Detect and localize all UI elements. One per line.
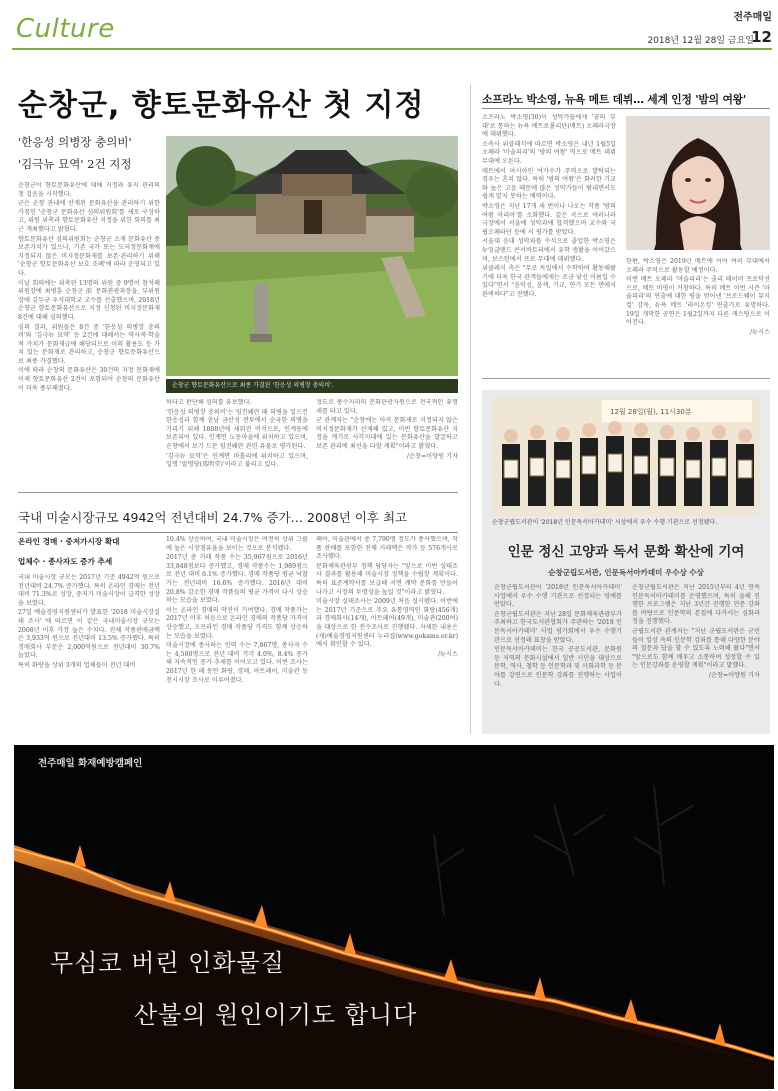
paragraph: 향토문화유산 심의위원회는 순창군 소재 문화유산 중 보존가치가 있으나, 기존 국가 또는 도지정문화재에 지정되지 않은 비지정문화재를 보존·관리하기 위해 '순창군 향토문화유산 보호 조례'에 따라 운영되고 있다. bbox=[18, 235, 160, 277]
paragraph: 군은 순창 관내에 산재된 문화유산을 관리하기 위한 가칭인 '순창군 문화유산 심의위원회'를 새로 구성하고, 위원 위촉과 향토문화유산 지정을 위한 회의를 최근 개최했다고 밝혔다. bbox=[18, 200, 160, 233]
paragraph: 순창군립도서관은 지난 2015년부터 4년 연속 인문독서아카데미를 운영했으며, 특히 올해 진행한 프로그램은 지난 3년간 진행한 인문 강좌를 바탕으로 인문학의 본질에 다가서는 심화과정을 진행했다. bbox=[632, 584, 760, 626]
award-banner-text: 12월 28일(월), 11시30분 bbox=[610, 408, 692, 416]
paragraph: 인문독서아카데미는 한국 공공도서관, 문화원 등 지역의 문화시설에서 일반 시민을 대상으로 문학, 역사, 철학 등 인문학과 및 사회과학 등 분야를 강연으로 인문학 강좌를 진행하는 사업이다. bbox=[494, 646, 622, 688]
side-headline: 소프라노 박소영, 뉴욕 메트 데뷔… 세계 인정 '밤의 여왕' bbox=[482, 93, 747, 106]
award-ceremony-photo-art bbox=[492, 398, 760, 516]
wildfire-photo bbox=[14, 745, 774, 1089]
byline: /뉴시스 bbox=[749, 328, 770, 336]
side-body-col1 bbox=[482, 114, 616, 368]
paragraph: 10.4% 상승하여, 국내 미술시장은 여전히 상위 그룹에 높은 시장점유율을 보이는 것으로 분석됐다. bbox=[166, 536, 308, 552]
paragraph: 박소영은 지난 17개 세 번이나 나오는 작품 '밤의 여왕 아리아'를 소화했다. 같은 곡으로 여러나라 극장에서 서울에 성악과에 합격했으며 교수와 국립오페라단 등에 서 평가를 받았다. bbox=[482, 202, 616, 236]
paragraph: 군립도서관 관계자는 "지난 군립도서관은 군민들이 일상 속의 인문학 강좌를 통해 다양한 분야의 질문과 답을 할 수 있도록 노력해 왔다"면서 "앞으로도 함께 배우고 소통하며 성장할 수 있는 인문강좌를 운영할 계획"이라고 말했다. bbox=[632, 627, 760, 670]
paragraph: 소속사 위클래식에 따르면 박소영은 내년 1월5일 오페라 '마술피리'의 '밤의 여왕' 역으로 메트 데뷔 무대에 오른다. bbox=[482, 140, 616, 165]
paragraph: 문화체육관광부 정책 담당자는 "앞으로 이번 실태조사 결과를 활용해 미술시장 정책을 수립할 계획이다. 특히 표준계약서를 보급해 서면 계약 문화를 만들어 나가고 시장의 투명성을 높일 것"이라고 밝혔다. bbox=[316, 562, 458, 596]
byline: /순창=이양원 기자 bbox=[406, 452, 458, 460]
lead-photo-caption: 순창군 향토문화유산으로 최종 가결된 '한응성 의병장 충의비'. bbox=[166, 379, 458, 393]
side-headline-rule bbox=[482, 108, 770, 109]
paragraph: '김극뉴 묘역'은 인계면 마흘리에 위치하고 있으며, 일명 '말명당(馬明堂)'이라고 불리고 있다. bbox=[166, 452, 308, 469]
campaign-slogan-line2: 산불의 원인이기도 합니다 bbox=[134, 1001, 418, 1029]
section-divider bbox=[18, 492, 458, 493]
portrait-photo bbox=[626, 116, 770, 250]
art-body-col3 bbox=[316, 536, 458, 734]
campaign-label: 전주매일 화재예방캠페인 bbox=[38, 758, 143, 769]
paragraph: 순창군이 향토문화유산에 대해 지정과 유지 관리의 첫 걸음을 시작했다. bbox=[18, 182, 160, 198]
paragraph: 이번 메트 오페라 '마술피리'는 줄리 테이머 프로덕션으로, 메트 비평이 거창하다. 특히 메트 이번 시즌 '마술피리'의 연출에 대한 평을 얻어낸 '브로드웨이 뮤지컬' 감독, 뉴욕 메트 '라이온킹' 연출가로 유명하다. 19일 개막한 공연은 1월2일까지 다른 캐스팅으로 이어진다. bbox=[626, 276, 770, 327]
award-photo-caption: 순창군립도서관이 '2018년 인문독서아카데미' 시상에서 우수 수행 기관으로 선정됐다. bbox=[492, 519, 718, 526]
paragraph: 미술시장에 종사하는 인력 수는 7,867명, 종사자 수는 4,580명으로 전년 대비 각각 4.0%, 8.4% 증가해 지속적인 증가 추세를 이어오고 있다. 이번 조사는 2017년 한 해 동안 화랑, 경매, 아트페어, 미술관 등 전시시장 조사로 이루어졌다. bbox=[166, 642, 308, 684]
lead-headline: 순창군, 향토문화유산 첫 지정 bbox=[18, 88, 425, 123]
lead-subheadline-1: '한응성 의병장 충의비' bbox=[18, 135, 132, 149]
paragraph: 군 관계자는 "순창에는 아직 문화재로 지정되지 않은 비지정문화재가 산재해 있고, 이번 향토문화유산 지정을 계기로 사각지대에 있는 문화유산을 발굴하고 보존 관리에 최선을 다할 계획"이라고 밝혔다. bbox=[316, 417, 458, 450]
paragraph: 한편, 박소영은 2019년 메트에 이어 여러 무대에서 오페라 주역으로 활동할 예정이다. bbox=[626, 258, 770, 274]
award-subheadline: 순창군립도서관, 인문독서아카데미 우수상 수상 bbox=[548, 568, 704, 577]
paragraph: 미술시장 실태조사는 2009년 처음 실시됐다. 이번에는 2017년 기준으로 주요 유통영역인 화랑(456개)과 경매회사(14개), 아트페어(49개), 미술관(200여)을 대상으로 한 전수조사로 진행됐다. 자세한 내용은 (재)예술경영지원센터 누리집(www.gokams.or.kr)에서 확인할 수 있다. bbox=[316, 598, 458, 649]
header-rule bbox=[12, 48, 772, 50]
paragraph: 순창군립도서관은 지난 28일 문화체육관광부가 주최하고 한국도서관협회가 주관하는 '2018 인문독서아카데미' 사업 평가회에서 우수 수행기관으로 선정돼 표창을 받았다. bbox=[494, 610, 622, 644]
paper-name: 전주매일 bbox=[733, 12, 772, 23]
side-body-col2 bbox=[626, 258, 770, 370]
award-body-col2 bbox=[632, 584, 760, 726]
paragraph: 정도로 풍수지리의 문화관광자원으로 전국적인 유명세를 타고 있다. bbox=[316, 399, 458, 415]
lead-subheadline-2: '김극뉴 묘역' 2건 지정 bbox=[18, 157, 132, 171]
portrait-photo-art bbox=[626, 116, 770, 250]
art-subheadline-1: 온라인 경매 · 중저가시장 확대 bbox=[18, 537, 120, 546]
paragraph: 순창군립도서관이 '2018년 인문독서아카데미' 사업에서 우수 수행 기관으로 선정되는 영예를 안았다. bbox=[494, 584, 622, 609]
pavilion-photo-art bbox=[166, 136, 458, 376]
issue-date: 2018년 12월 28일 금요일 bbox=[647, 36, 754, 46]
lead-body-col3 bbox=[316, 399, 458, 481]
paragraph: 심의 결과, 위원들은 8건 중 '한응성 의병장 충의비'와 '김극뉴 묘역' 등 2건에 대해서는 역사적·학술적 가치가 문화재급에 해당되므로 이의 활용도 등 가치 있는 문화재로 관리하고, 순창군 향토문화유산으로 최종 가결했다. bbox=[18, 323, 160, 365]
paragraph: 이는 온라인 경매의 약진이 기여했다. 경매 작품가는 2017년 이후 처음으로 온라인 경매의 작품당 가격이 상승했고, 오프라인 경매 작품당 가격도 함께 상승하는 모습을 보였다. bbox=[166, 606, 308, 640]
art-headline: 국내 미술시장규모 4942억 전년대비 24.7% 증가… 2008년 이후 최고 bbox=[18, 510, 408, 525]
paragraph: 국내 미술시장 규모는 2017년 기준 4942억 원으로 전년대비 24.7% 증가했다. 특히 온라인 경매는 전년 대비 71.3%로 성장, 중저가 미술시장이 급격한 성장을 보였다. bbox=[18, 574, 160, 607]
paragraph: 서울대 음대 성악과를 수석으로 졸업한 박소영은 뉴잉글랜드 콘서바토리에서 유학 생활을 이어갔으며, 보스턴에서 프로 무대에 데뷔했다. bbox=[482, 238, 616, 263]
section-divider bbox=[482, 378, 770, 379]
award-headline: 인문 정신 고양과 독서 문화 확산에 기여 bbox=[507, 544, 745, 560]
art-headline-rule bbox=[18, 532, 458, 533]
column-divider bbox=[470, 84, 471, 734]
lead-body-col1 bbox=[18, 182, 160, 478]
paragraph: '한응성 의병장 충의비'는 임진왜란 때 의병을 일으킨 한응성과 함께 충남 금산성 전투에서 순국한 의병을 기리기 위해 1808년에 세워진 비석으로, 인계동에 보존되어 있다. 인계면 노동마을에 위치하고 있으며, 순창에서 보기 드문 임진왜란 관련 유물로 평가된다. bbox=[166, 408, 308, 450]
page-header bbox=[12, 6, 772, 50]
campaign-slogan-line1: 무심코 버린 인화물질 bbox=[50, 949, 285, 977]
fire-prevention-ad bbox=[14, 745, 774, 1089]
section-title: Culture bbox=[16, 14, 115, 44]
pavilion-photo bbox=[166, 136, 458, 376]
paragraph: 이에 따라 순창의 문화유산은 30건의 지정 문화재에 이제 향토문화유산 2건이 포함되어 순창의 문화유산이 더욱 풍부해졌다. bbox=[18, 367, 160, 392]
art-body-col2 bbox=[166, 536, 308, 734]
paragraph: 특히 화랑을 상위 3개의 업체들이 전년 대비 bbox=[18, 661, 136, 669]
paragraph: 소프라노 박소영(30)이 성악가들에게 '꿈의 무대'로 통하는 뉴욕 메트로폴리탄(메트) 오페라극장에 데뷔했다. bbox=[482, 114, 616, 139]
award-ceremony-photo bbox=[492, 398, 760, 516]
paragraph: 메트에서 아시아인 여가수가 주역으로 발탁되는 경우는 흔치 않다. 특히 '밤의 여왕'은 화려한 기교와 높은 고음 때문에 많은 성악가들이 탐내면서도 쉽게 맡지 못하는 배역이다. bbox=[482, 167, 616, 201]
lead-body-col2 bbox=[166, 399, 308, 481]
paragraph: 이날 회의에는 위촉된 13명의 위원 중 9명이 참석해 위원장에 최병훈 순창군 前 문화관광과장을, 부위원장에 김두규 우석대학교 교수를 선출했으며, 2018년 순창군 향토문화유산으로 지정 신청된 비지정문화재 8건에 대해 심의했다. bbox=[18, 279, 160, 321]
award-body-col1 bbox=[494, 584, 622, 726]
paragraph: 위클래식 측은 "무로 독일에서 수학하며 활동해왔기에 더욱 한국 관객들에게는 조금 낯선 이름일 수 있다"면서 "음악성, 음색, 기교, 연기 모든 면에서 완벽하다"고 전했다. bbox=[482, 265, 616, 298]
paragraph: 하다고 판단해 심의를 유보했다. bbox=[166, 399, 252, 406]
page-number: 12 bbox=[751, 28, 772, 46]
paragraph: 27일 예술경영지원센터가 발표한 '2018 미술시장실태 조사' 에 따르면 이 같은 국내미술시장 규모는 2008년 이후 가장 높은 수치다. 전체 작품판매금액은 3,933억 원으로 전년대비 13.5% 증가했다. 특히 경매회사 부문은 2,000억원으로 전년대비 30.7% 늘었다. bbox=[18, 609, 160, 660]
byline: /뉴시스 bbox=[437, 650, 458, 658]
paragraph: 2017년 총 거래 작품 수는 35,967점으로 2016년 33,848점보다 증가했고, 경매 작품수는 1,989점으로 전년 대비 6.1% 증가했다. 경매 작품당 평균 낙찰가는 전년대비 16.6% 증가했다. 2016년 대비 20.8% 감소한 경매 작품들의 평균 가격이 다시 상승하는 모습을 보였다. bbox=[166, 554, 308, 605]
art-body-col1 bbox=[18, 574, 160, 734]
art-subheadline-2: 업체수 · 종사자도 증가 추세 bbox=[18, 557, 113, 566]
paragraph: 페어, 미술관에서 총 7,790명 정도가 종사했으며, 작품 판매를 포함한 전체 거래액은 작가 등 576개사로 조사됐다. bbox=[316, 536, 458, 561]
byline: /순창=이양원 기자 bbox=[708, 671, 760, 679]
